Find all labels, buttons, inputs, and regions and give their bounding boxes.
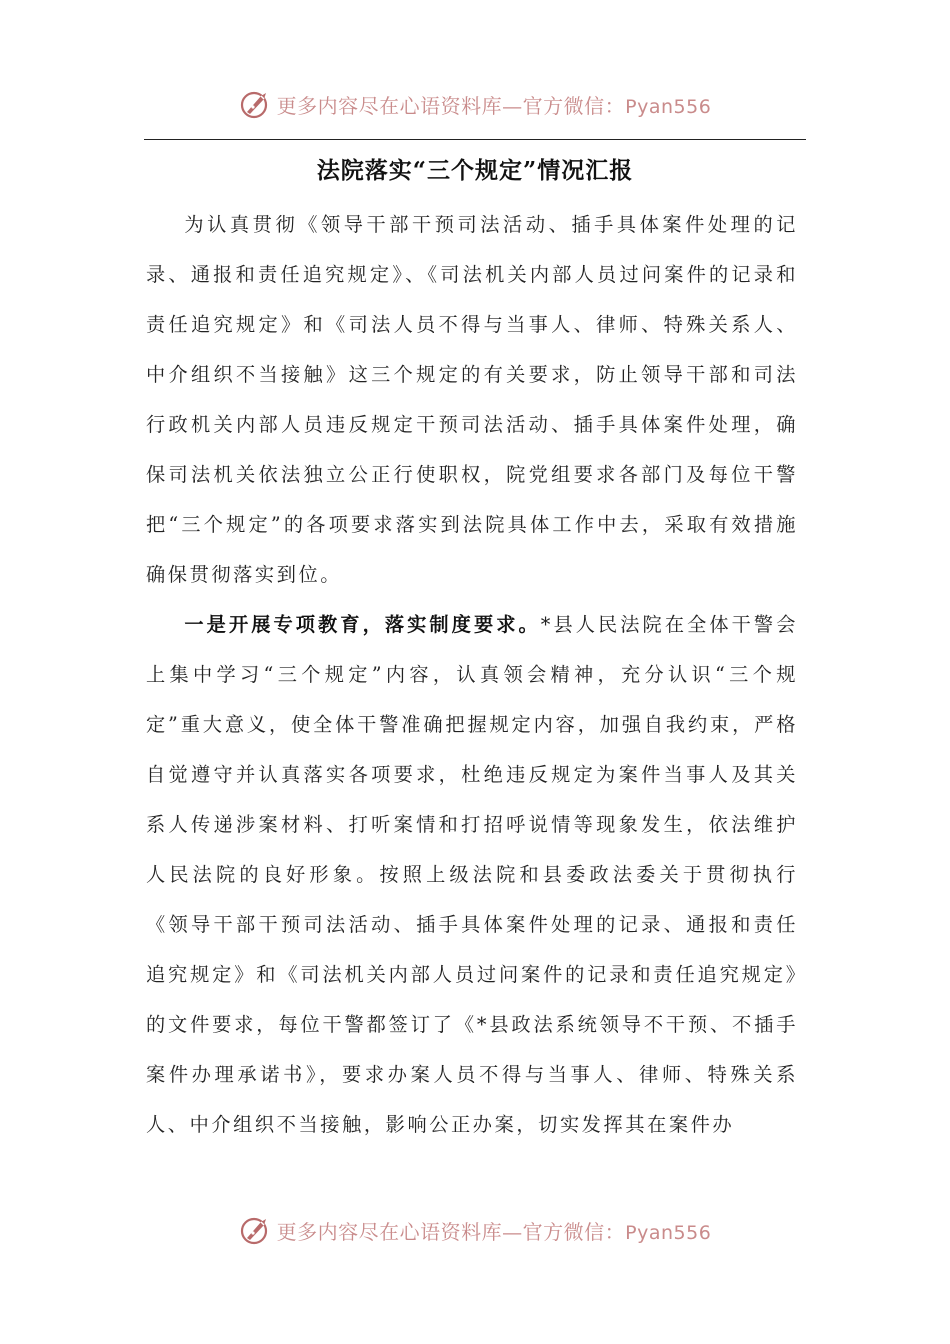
- paragraph-2-heading: 一是开展专项教育，落实制度要求。: [184, 613, 541, 636]
- document-body: [146, 200, 798, 1150]
- paragraph-2-body: *县人民法院在全体干警会上集中学习“三个规定”内容，认真领会精神，充分认识“三个规定”重大意义，使全体干警准确把握规定内容，加强自我约束，严格自觉遵守并认真落实各项要求，杜绝违反规定为案件当事人及其关系人传递涉案材料、打听案情和打招呼说情等现象发生，依法维护人民法院的良好形象。按照上级法院和县委政法委关于贯彻执行《领导干部干预司法活动、插手具体案件处理的记录、通报和责任追究规定》和《司法机关内部人员过问案件的记录和责任追究规定》的文件要求，每位干警都签订了《*县政法系统领导不干预、不插手案件办理承诺书》，要求办案人员不得与当事人、律师、特殊关系人、中介组织不当接触，影响公正办案，切实发挥其在案件办: [146, 613, 798, 1136]
- pen-nib-circle-icon: [239, 1213, 273, 1247]
- header-banner: [0, 84, 950, 124]
- banner-wechat-id: Pyan556: [625, 1221, 712, 1244]
- pen-nib-circle-icon: [239, 87, 273, 121]
- header-divider: [144, 139, 806, 140]
- footer-banner: [0, 1210, 950, 1250]
- banner-text: [277, 1216, 712, 1245]
- banner-main-text: 更多内容尽在心语资料库—官方微信：: [276, 93, 626, 118]
- paragraph-2: [146, 600, 798, 1150]
- banner-text: [277, 90, 712, 119]
- banner-wechat-id: Pyan556: [625, 95, 712, 118]
- banner-main-text: 更多内容尽在心语资料库—官方微信：: [276, 1219, 626, 1244]
- document-title: 法院落实“三个规定”情况汇报: [316, 157, 634, 184]
- paragraph-1: 为认真贯彻《领导干部干预司法活动、插手具体案件处理的记录、通报和责任追究规定》、《司法机关内部人员过问案件的记录和责任追究规定》和《司法人员不得与当事人、律师、特殊关系人、中介组织不当接触》这三个规定的有关要求，防止领导干部和司法行政机关内部人员违反规定干预司法活动、插手具体案件处理，确保司法机关依法独立公正行使职权，院党组要求各部门及每位干警把“三个规定”的各项要求落实到法院具体工作中去，采取有效措施确保贯彻落实到位。: [146, 213, 798, 586]
